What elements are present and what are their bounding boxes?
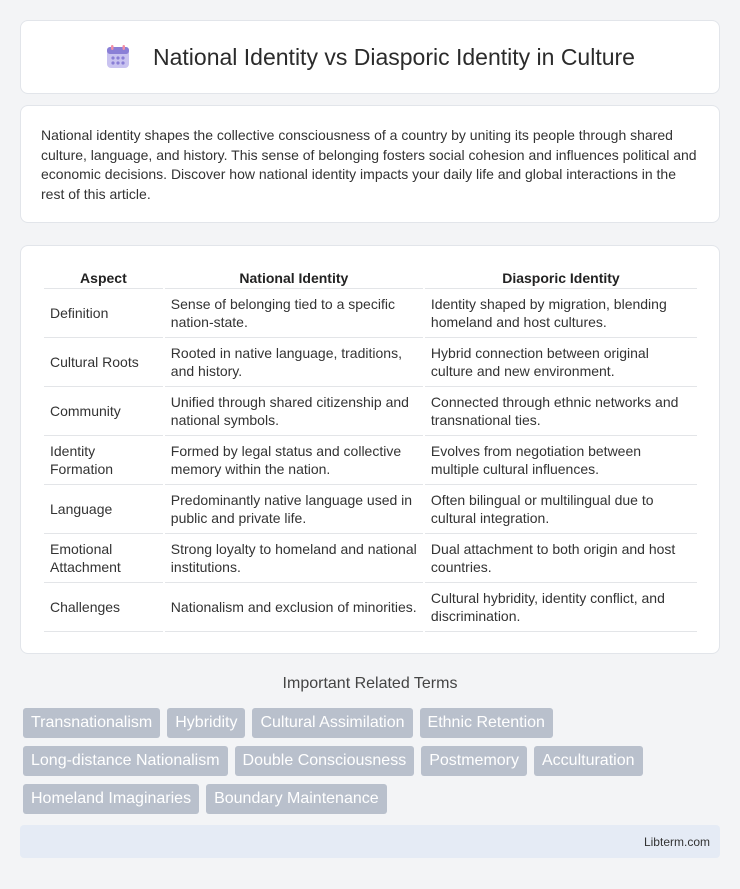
row-national: Formed by legal status and collective memory within the nation. bbox=[165, 436, 423, 485]
row-aspect: Emotional Attachment bbox=[44, 534, 163, 583]
intro-card bbox=[20, 105, 720, 223]
row-diasporic: Identity shaped by migration, blending homeland and host cultures. bbox=[425, 289, 697, 338]
table-row bbox=[44, 534, 697, 583]
column-header-diasporic: Diasporic Identity bbox=[425, 266, 697, 289]
row-aspect: Definition bbox=[44, 289, 163, 338]
row-aspect: Cultural Roots bbox=[44, 338, 163, 387]
table-row bbox=[44, 338, 697, 387]
title-card bbox=[20, 20, 720, 94]
row-national: Predominantly native language used in public and private life. bbox=[165, 485, 423, 534]
tag-transnationalism[interactable]: Transnationalism bbox=[23, 708, 160, 738]
row-diasporic: Often bilingual or multilingual due to cultural integration. bbox=[425, 485, 697, 534]
footer-site-link[interactable]: Libterm.com bbox=[643, 834, 710, 849]
row-diasporic: Evolves from negotiation between multiple cultural influences. bbox=[425, 436, 697, 485]
related-terms-heading: Important Related Terms bbox=[282, 675, 458, 692]
row-aspect: Language bbox=[44, 485, 163, 534]
row-diasporic: Connected through ethnic networks and transnational ties. bbox=[425, 387, 697, 436]
page-title: National Identity vs Diasporic Identity in Culture bbox=[153, 43, 635, 70]
table-row bbox=[44, 387, 697, 436]
tag-ethnic-retention[interactable]: Ethnic Retention bbox=[420, 708, 553, 738]
column-header-aspect: Aspect bbox=[44, 266, 163, 289]
row-aspect: Identity Formation bbox=[44, 436, 163, 485]
table-row bbox=[44, 583, 697, 632]
row-aspect: Community bbox=[44, 387, 163, 436]
comparison-table-card bbox=[20, 245, 720, 654]
tag-homeland-imaginaries[interactable]: Homeland Imaginaries bbox=[23, 784, 199, 814]
row-diasporic: Cultural hybridity, identity conflict, and discrimination. bbox=[425, 583, 697, 632]
table-row bbox=[44, 289, 697, 338]
table-row bbox=[44, 485, 697, 534]
row-national: Sense of belonging tied to a specific nation-state. bbox=[165, 289, 423, 338]
row-aspect: Challenges bbox=[44, 583, 163, 632]
related-terms-section bbox=[20, 675, 720, 814]
footer bbox=[20, 825, 720, 858]
intro-text: National identity shapes the collective consciousness of a country by uniting its people through shared culture, language, and history. This sense of belonging fosters social cohesion and influences political and economic decisions. Discover how national identity impacts your daily life and global interactions in the rest of this article. bbox=[41, 127, 697, 202]
related-terms-tags bbox=[20, 708, 720, 814]
table-header-row bbox=[44, 266, 697, 289]
tag-acculturation[interactable]: Acculturation bbox=[534, 746, 643, 776]
row-national: Strong loyalty to homeland and national institutions. bbox=[165, 534, 423, 583]
comparison-table bbox=[42, 266, 699, 632]
column-header-national: National Identity bbox=[165, 266, 423, 289]
row-national: Nationalism and exclusion of minorities. bbox=[165, 583, 423, 632]
tag-postmemory[interactable]: Postmemory bbox=[421, 746, 527, 776]
tag-long-distance-nationalism[interactable]: Long-distance Nationalism bbox=[23, 746, 228, 776]
calendar-icon bbox=[105, 44, 131, 70]
tag-hybridity[interactable]: Hybridity bbox=[167, 708, 245, 738]
tag-boundary-maintenance[interactable]: Boundary Maintenance bbox=[206, 784, 387, 814]
row-diasporic: Hybrid connection between original culture and new environment. bbox=[425, 338, 697, 387]
row-national: Rooted in native language, traditions, and history. bbox=[165, 338, 423, 387]
row-diasporic: Dual attachment to both origin and host countries. bbox=[425, 534, 697, 583]
row-national: Unified through shared citizenship and national symbols. bbox=[165, 387, 423, 436]
tag-double-consciousness[interactable]: Double Consciousness bbox=[235, 746, 415, 776]
table-row bbox=[44, 436, 697, 485]
tag-cultural-assimilation[interactable]: Cultural Assimilation bbox=[252, 708, 412, 738]
